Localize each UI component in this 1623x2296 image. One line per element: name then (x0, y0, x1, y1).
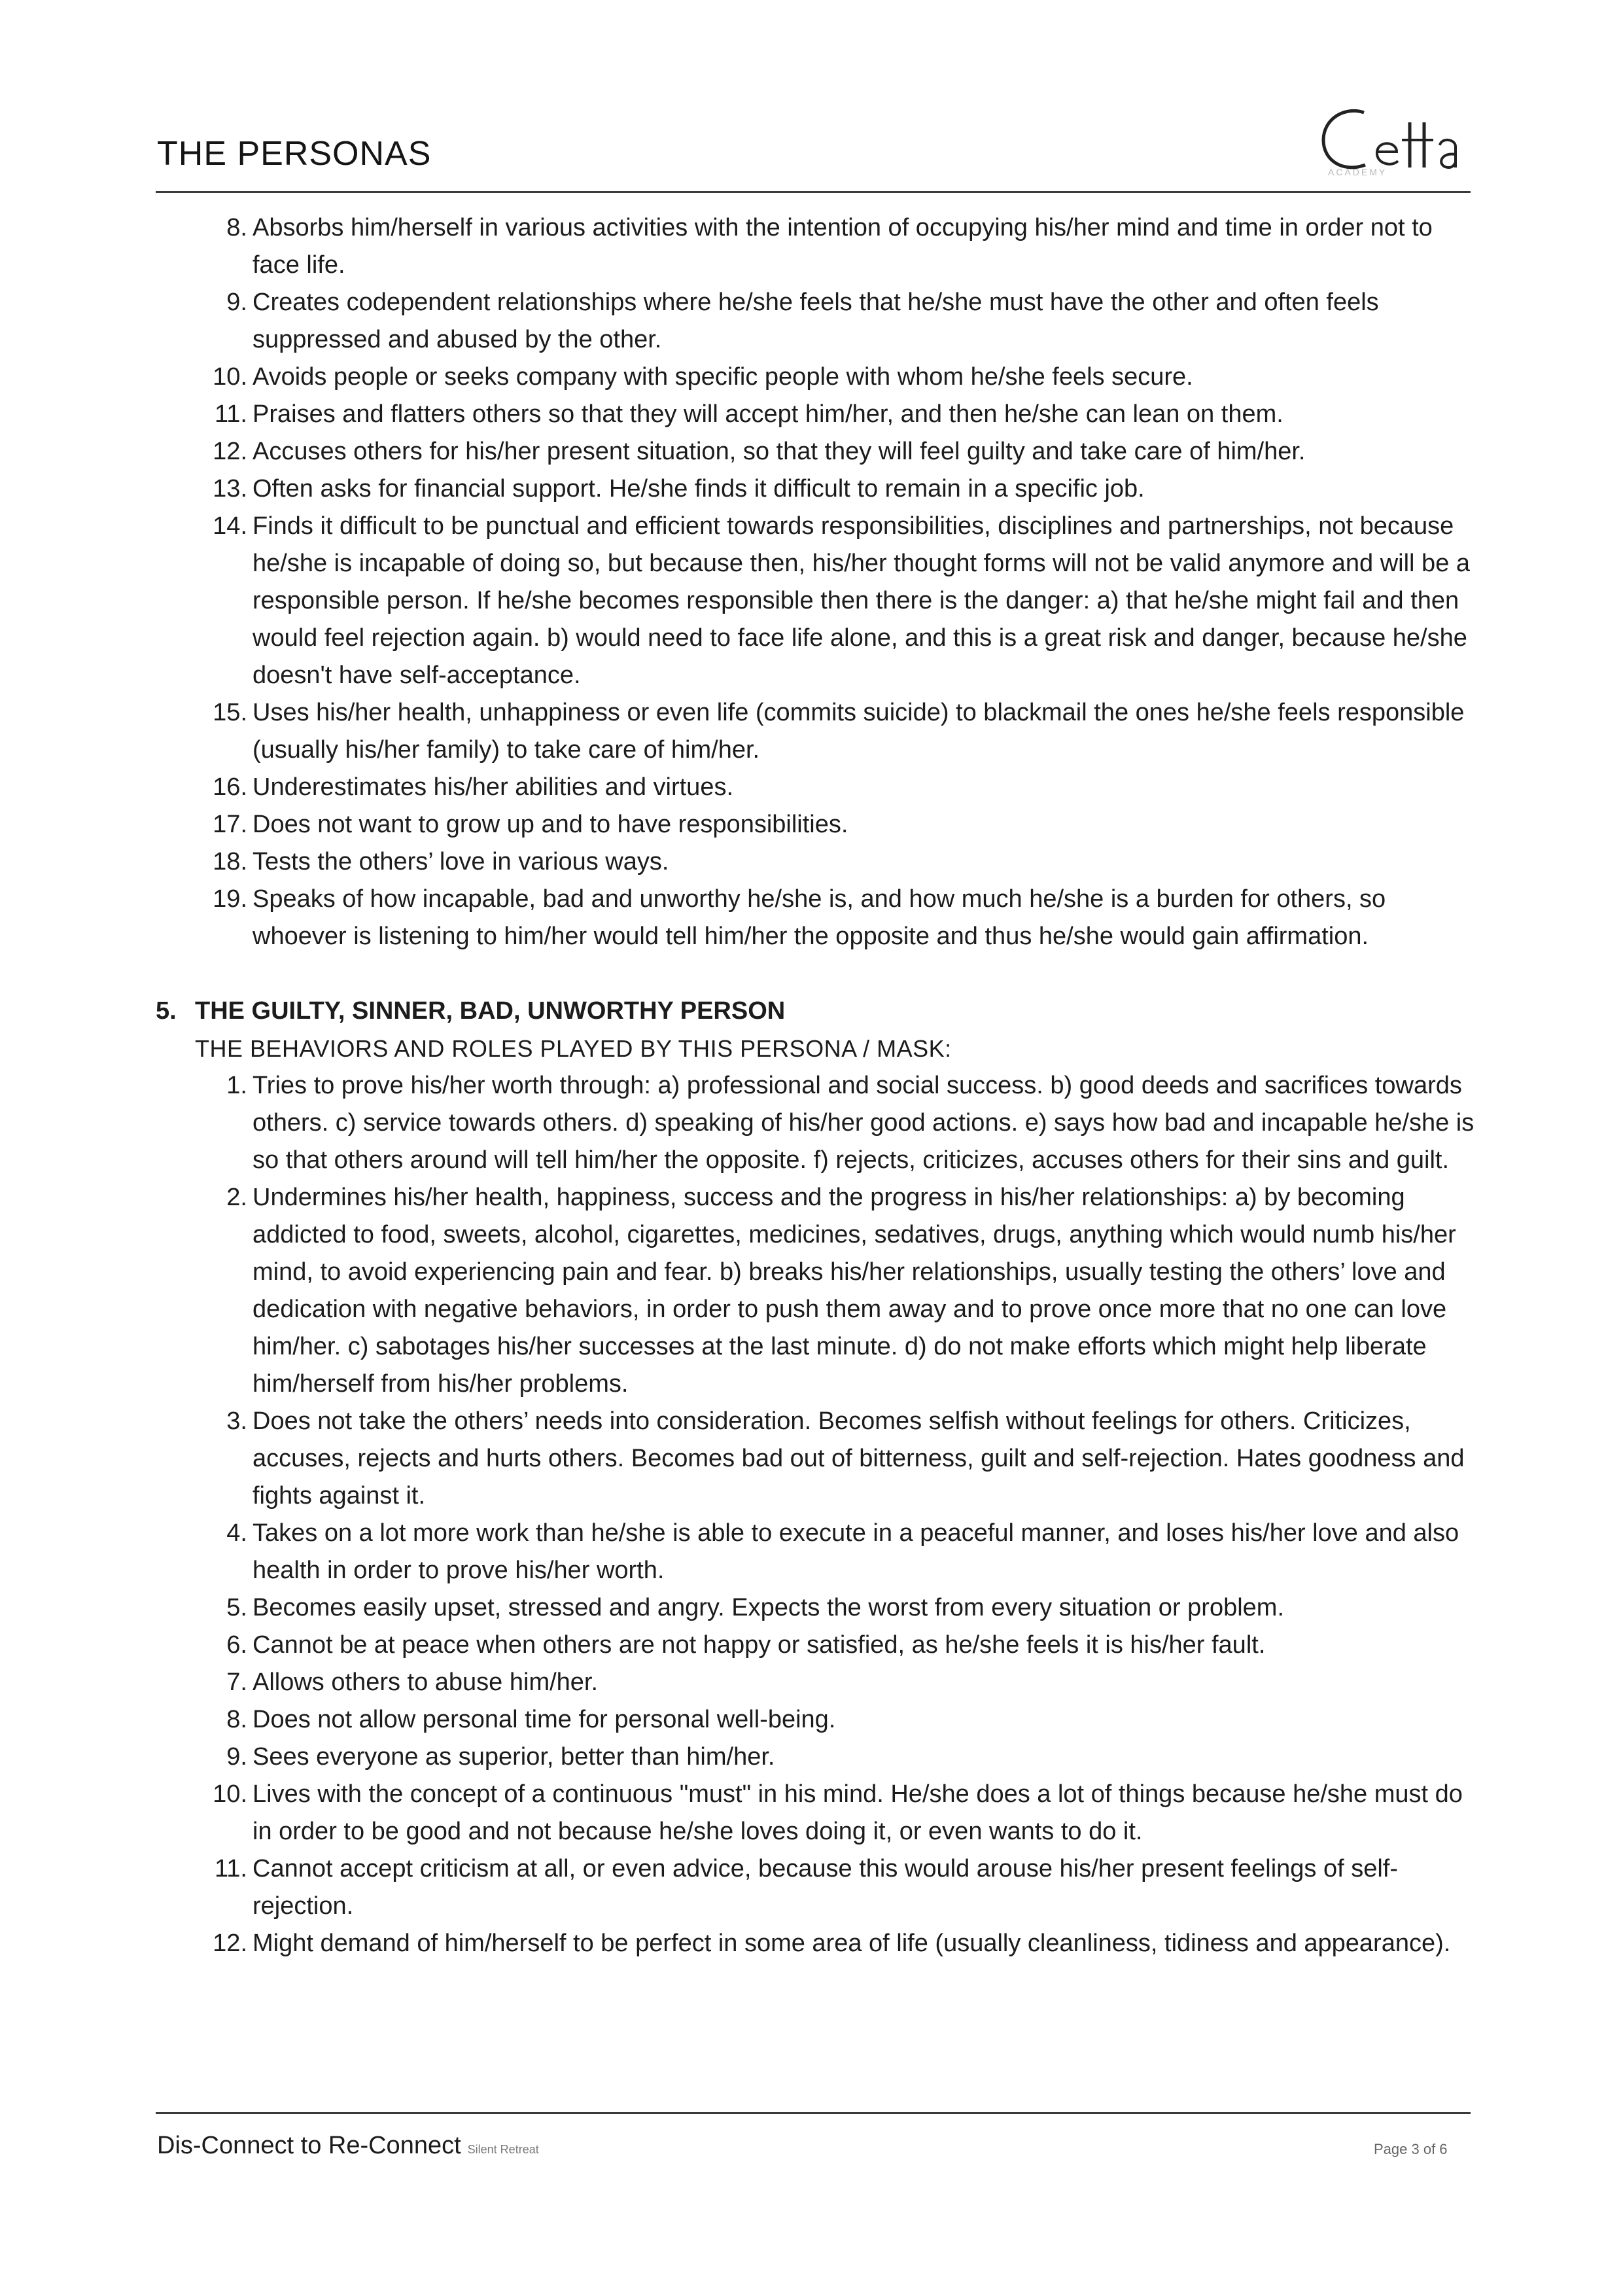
main-content (156, 209, 1477, 1962)
list-item: 3. Does not take the others’ needs into consideration. Becomes selfish without feelings for others. Criticizes, accuses, rejects and hurts others. Becomes bad out of bitterness, guilt and self-rejection. Hates goodness and fights against it. (226, 1407, 1465, 1510)
list-item: 12. Might demand of him/herself to be perfect in some area of life (usually cleanliness, tidiness and appearance). (213, 1930, 1451, 1957)
list-item: 12. Accuses others for his/her present situation, so that they will feel guilty and take care of him/her. (213, 438, 1306, 465)
list-item: 10. Avoids people or seeks company with specific people with whom he/she feels secure. (213, 363, 1193, 391)
list-item: 13. Often asks for financial support. He/she finds it difficult to remain in a specific job. (213, 475, 1145, 503)
list-item: 14. Finds it difficult to be punctual and efficient towards responsibilities, disciplines and partnerships, not because he/she is incapable of doing so, but because then, his/her thought forms will not be valid anymore and will be a responsible person. If he/she becomes responsible then there is the danger: a) that he/she might fail and then would feel rejection again. b) would need to face life alone, and this is a great risk and danger, because he/she doesn't have self-acceptance. (213, 512, 1471, 689)
cetta-logo-icon (1318, 99, 1475, 178)
list-item: 19. Speaks of how incapable, bad and unworthy he/she is, and how much he/she is a burden for others, so whoever is listening to him/her would tell him/her the opposite and thus he/she would gain affirmation. (213, 885, 1386, 950)
list-item: 8. Absorbs him/herself in various activities with the intention of occupying his/her mind and time in order not to face life. (226, 214, 1433, 279)
footer-divider (156, 2112, 1471, 2114)
list-item: 17. Does not want to grow up and to have responsibilities. (213, 811, 848, 838)
footer-subtitle: Silent Retreat (467, 2143, 539, 2156)
list-item: 16. Underestimates his/her abilities and virtues. (213, 773, 734, 801)
list-item: 9. Creates codependent relationships where he/she feels that he/she must have the other and often feels suppressed and abused by the other. (226, 289, 1379, 353)
list-item: 7. Allows others to abuse him/her. (226, 1669, 599, 1696)
list-item: 18. Tests the others’ love in various ways. (213, 848, 669, 875)
section-title: THE GUILTY, SINNER, BAD, UNWORTHY PERSON (195, 997, 786, 1025)
logo-subtext: ACADEMY (1328, 167, 1387, 177)
section-subheading: THE BEHAVIORS AND ROLES PLAYED BY THIS PERSONA / MASK: (195, 1035, 952, 1062)
list-item: 11. Praises and flatters others so that they will accept him/her, and then he/she can lean on them. (214, 400, 1283, 428)
section-heading (156, 993, 1477, 1030)
list-item: 5. Becomes easily upset, stressed and angry. Expects the worst from every situation or problem. (226, 1594, 1284, 1621)
list-item: 10. Lives with the concept of a continuous "must" in his mind. He/she does a lot of things because he/she must do in order to be good and not because he/she loves doing it, or even wants to do it. (213, 1780, 1463, 1845)
list-item: 8. Does not allow personal time for personal well-being. (226, 1706, 836, 1733)
footer-title (157, 2132, 539, 2160)
list-item: 9. Sees everyone as superior, better than him/her. (226, 1743, 775, 1771)
list-item: 4. Takes on a lot more work than he/she is able to execute in a peaceful manner, and loses his/her love and also health in order to prove his/her worth. (226, 1519, 1459, 1584)
page-title: THE PERSONAS (157, 135, 432, 173)
list-item: 11. Cannot accept criticism at all, or even advice, because this would arouse his/her present feelings of self-rejection. (214, 1855, 1399, 1920)
footer-title-text: Dis-Connect to Re-Connect (157, 2132, 461, 2159)
persona-4-behavior-list-continued (156, 209, 1477, 955)
persona-5-behavior-list (156, 1067, 1477, 1962)
header-divider (156, 191, 1471, 193)
list-item: 2. Undermines his/her health, happiness, success and the progress in his/her relationships: a) by becoming addicted to food, sweets, alcohol, cigarettes, medicines, sedatives, drugs, anything which would numb his/her mind, to avoid experiencing pain and fear. b) breaks his/her relationships, usually testing the others’ love and dedication with negative behaviors, in order to push them away and to prove once more that no one can love him/her. c) sabotages his/her successes at the last minute. d) do not make efforts which might help liberate him/herself from his/her problems. (226, 1184, 1456, 1398)
list-item: 1. Tries to prove his/her worth through: a) professional and social success. b) good deeds and sacrifices towards others. c) service towards others. d) speaking of his/her good actions. e) says how bad and incapable he/she is so that others around will tell him/her the opposite. f) rejects, criticizes, accuses others for their sins and guilt. (226, 1072, 1475, 1174)
page-number: Page 3 of 6 (1374, 2141, 1448, 2157)
list-item: 15. Uses his/her health, unhappiness or even life (commits suicide) to blackmail the ones he/she feels responsible (usually his/her family) to take care of him/her. (213, 699, 1465, 764)
list-item: 6. Cannot be at peace when others are not happy or satisfied, as he/she feels it is his/her fault. (226, 1631, 1266, 1659)
section-number: 5. (156, 997, 177, 1025)
